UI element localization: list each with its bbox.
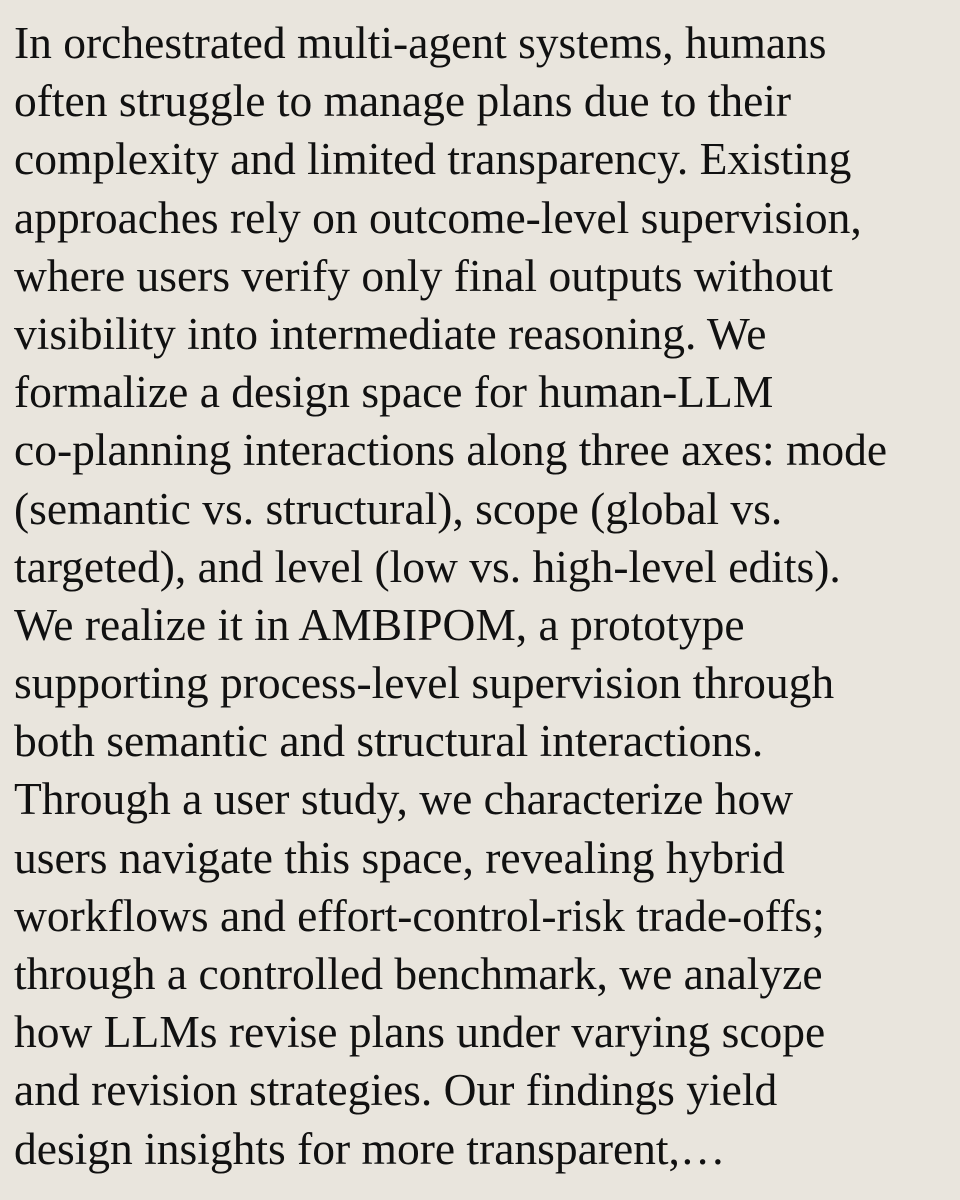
abstract-text [14, 14, 960, 1178]
abstract-line: supporting process-level supervision through [14, 657, 835, 709]
abstract-line: formalize a design space for human-LLM [14, 366, 774, 418]
abstract-line: where users verify only final outputs without [14, 249, 833, 301]
abstract-line: design insights for more transparent,… [14, 1122, 726, 1174]
abstract-line: complexity and limited transparency. Existing [14, 133, 852, 185]
abstract-line: In orchestrated multi-agent systems, humans [14, 17, 827, 68]
abstract-line: both semantic and structural interactions. [14, 715, 764, 767]
abstract-line: how LLMs revise plans under varying scope [14, 1006, 826, 1058]
abstract-line: and revision strategies. Our findings yield [14, 1064, 778, 1116]
abstract-line: through a controlled benchmark, we analyze [14, 948, 823, 999]
abstract-line: users navigate this space, revealing hybrid [14, 831, 785, 883]
abstract-line: workflows and effort-control-risk trade-offs; [14, 889, 825, 941]
abstract-line: co-planning interactions along three axes: mode [14, 424, 888, 476]
abstract-line: approaches rely on outcome-level supervision, [14, 191, 862, 243]
abstract-line: (semantic vs. structural), scope (global vs. [14, 482, 783, 534]
abstract-line: Through a user study, we characterize how [14, 773, 794, 825]
abstract-line: visibility into intermediate reasoning. We [14, 307, 767, 359]
abstract-line: We realize it in AMBIPOM, a prototype [14, 598, 745, 650]
abstract-line: targeted), and level (low vs. high-level edits). [14, 540, 841, 592]
abstract-line: often struggle to manage plans due to their [14, 75, 792, 127]
